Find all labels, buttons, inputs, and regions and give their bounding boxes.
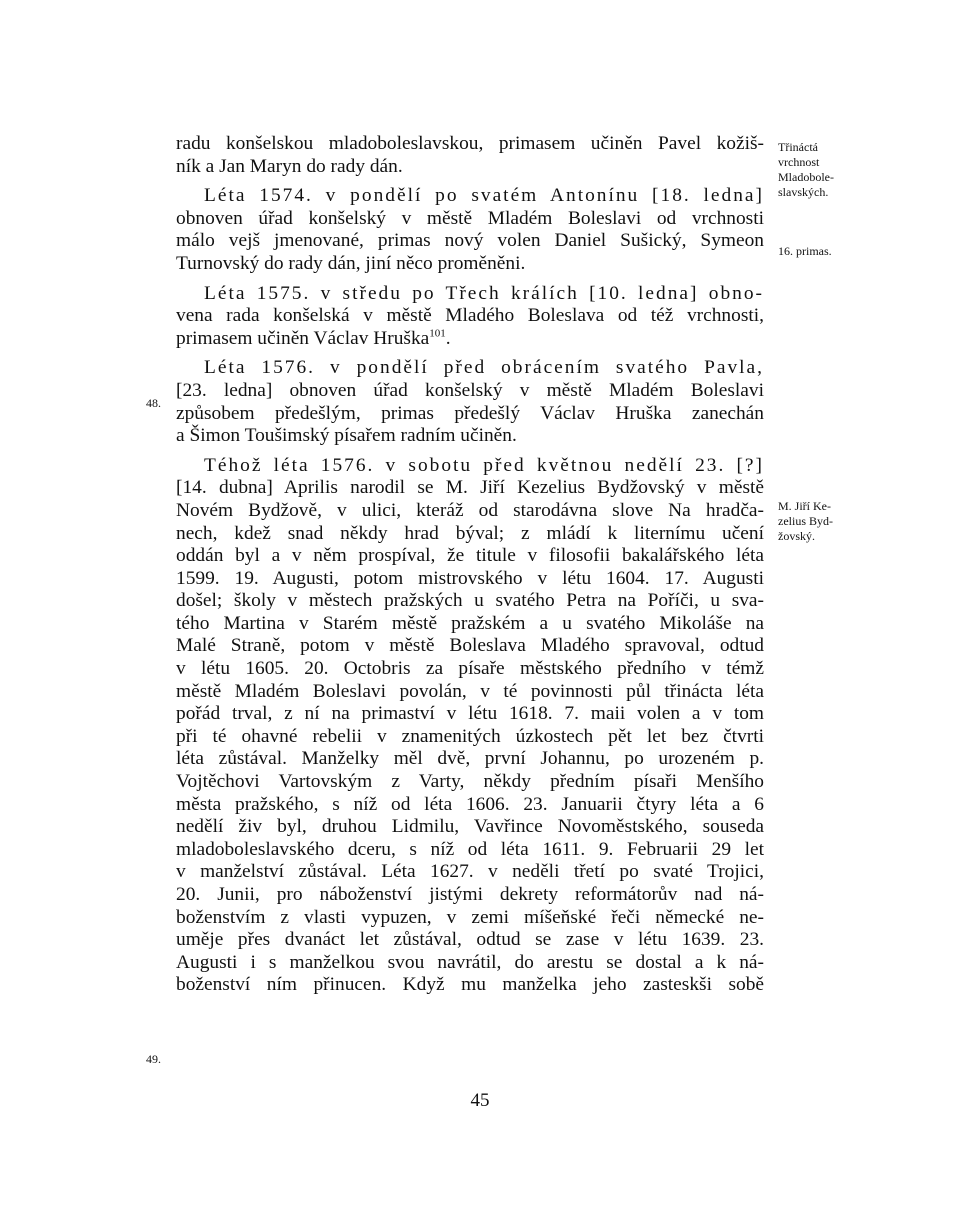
text-line: boženstvím z vlasti vypuzen, v zemi míšeňské řeči německé ne- — [176, 906, 764, 928]
margin-note-line: vrchnost — [778, 155, 820, 169]
text-line: uměje přes dvanáct let zůstával, odtud se zase v létu 1639. 23. — [176, 929, 764, 951]
text-line: městě Mladém Boleslavi povolán, v té povinnosti půl třinácta léta — [176, 680, 764, 702]
text-line: [14. dubna] Aprilis narodil se M. Jiří Kezelius Bydžovský v městě — [176, 477, 764, 499]
paragraph-1576 — [176, 357, 764, 447]
text-line: způsobem předešlým, primas předešlý Václav Hruška zanechán — [176, 402, 764, 424]
text-line: málo vejš jmenované, primas nový volen Daniel Sušický, Symeon — [176, 230, 764, 252]
text-line: obnoven úřad konšelský v městě Mladém Boleslavi od vrchnosti — [176, 207, 764, 229]
text-line: v létu 1605. 20. Octobris za písaře městského předního v témž — [176, 658, 764, 680]
text-line: Vojtěchovi Vartovským z Varty, někdy předním písaři Menšího — [176, 771, 764, 793]
page-number: 45 — [470, 1090, 490, 1111]
text-line: mladoboleslavského dceru, s níž od léta 1611. 9. Februarii 29 let — [176, 838, 764, 860]
text-line: a Šimon Toušimský písařem radním učiněn. — [176, 425, 517, 447]
text-line: 1599. 19. Augusti, potom mistrovského v létu 1604. 17. Augusti — [176, 567, 764, 589]
text-line: léta zůstával. Manželky měl dvě, první Johannu, po urozeném p. — [176, 748, 764, 770]
text-line: došel; školy v městech pražských u svatého Petra na Poříči, u sva- — [176, 590, 764, 612]
margin-note-line: slavských. — [778, 185, 829, 199]
text-line: města pražského, s níž od léta 1606. 23. Januarii čtyry léta a 6 — [176, 793, 764, 815]
margin-note-line: Třináctá — [778, 140, 818, 154]
paragraph-1 — [176, 133, 764, 178]
text-line: [23. ledna] obnoven úřad konšelský v městě Mladém Boleslavi — [176, 379, 764, 401]
text-line-tail: . — [445, 327, 451, 349]
text-line: Augusti i s manželkou svou navrátil, do arestu se dostal a k ná- — [176, 951, 764, 973]
text-line: radu konšelskou mladoboleslavskou, primasem učiněn Pavel kožiš- — [176, 133, 764, 154]
text-line: oddán byl a v něm prospíval, že titule v filosofii bakalářského léta — [176, 545, 764, 567]
margin-note-trinacta-vrchnost — [778, 140, 834, 200]
text-line: Léta 1576. v pondělí před obrácením svatého Pavla, — [204, 357, 764, 379]
text-line: Léta 1574. v pondělí po svatém Antonínu [18. ledna] — [204, 185, 764, 207]
line-number-48: 48. — [146, 396, 161, 410]
text-line — [176, 328, 764, 351]
text-line: Léta 1575. v středu po Třech králích [10. ledna] obno- — [204, 282, 764, 304]
text-line: boženství ním přinucen. Když mu manželka jeho zasteskši sobě — [176, 974, 764, 996]
text-line: Téhož léta 1576. v sobotu před květnou nedělí 23. [?] — [204, 454, 764, 476]
text-line: nedělí živ byl, druhou Lidmilu, Vavřince Novoměstského, souseda — [176, 816, 764, 838]
text-line: nech, kdež snad někdy hrad býval; z mládí k liternímu učení — [176, 522, 764, 544]
margin-note-16-primas — [778, 244, 832, 259]
line-number-49: 49. — [146, 1052, 161, 1066]
footnote-reference: 101 — [429, 327, 446, 340]
margin-note-line: M. Jiří Ke- — [778, 499, 831, 513]
paragraph-1574 — [176, 185, 764, 275]
text-line: při té ohavné rebelii v znamenitých úzkostech pět let bez čtvrti — [176, 725, 764, 747]
text-line: pořád trval, z ní na primaství v létu 1618. 7. maii volen a v tom — [176, 703, 764, 725]
main-text-column — [176, 133, 764, 997]
margin-note-line: Mladobole- — [778, 170, 834, 184]
margin-note-line: žovský. — [778, 529, 815, 543]
paragraph-kezelius — [176, 455, 764, 997]
margin-note-line: 16. primas. — [778, 244, 832, 258]
paragraph-1575 — [176, 283, 764, 351]
text-line-content: primasem učiněn Václav Hruška — [176, 327, 430, 349]
text-line: 20. Junii, pro náboženství jistými dekrety reformátorův nad ná- — [176, 884, 764, 905]
margin-note-line: zelius Byd- — [778, 514, 833, 528]
text-line: ník a Jan Maryn do rady dán. — [176, 155, 403, 177]
text-line: vena rada konšelská v městě Mladého Boleslava od též vrchnosti, — [176, 305, 764, 327]
text-line: Novém Bydžově, v ulici, kteráž od starodávna slove Na hradča- — [176, 499, 764, 521]
text-line: tého Martina v Starém městě pražském a u svatého Mikoláše na — [176, 612, 764, 634]
margin-note-kezelius — [778, 499, 833, 544]
text-line: v manželství zůstával. Léta 1627. v neděli třetí po svaté Trojici, — [176, 861, 764, 883]
text-line: Turnovský do rady dán, jiní něco proměněni. — [176, 252, 526, 274]
text-line: Malé Straně, potom v městě Boleslava Mladého spravoval, odtud — [176, 635, 764, 657]
